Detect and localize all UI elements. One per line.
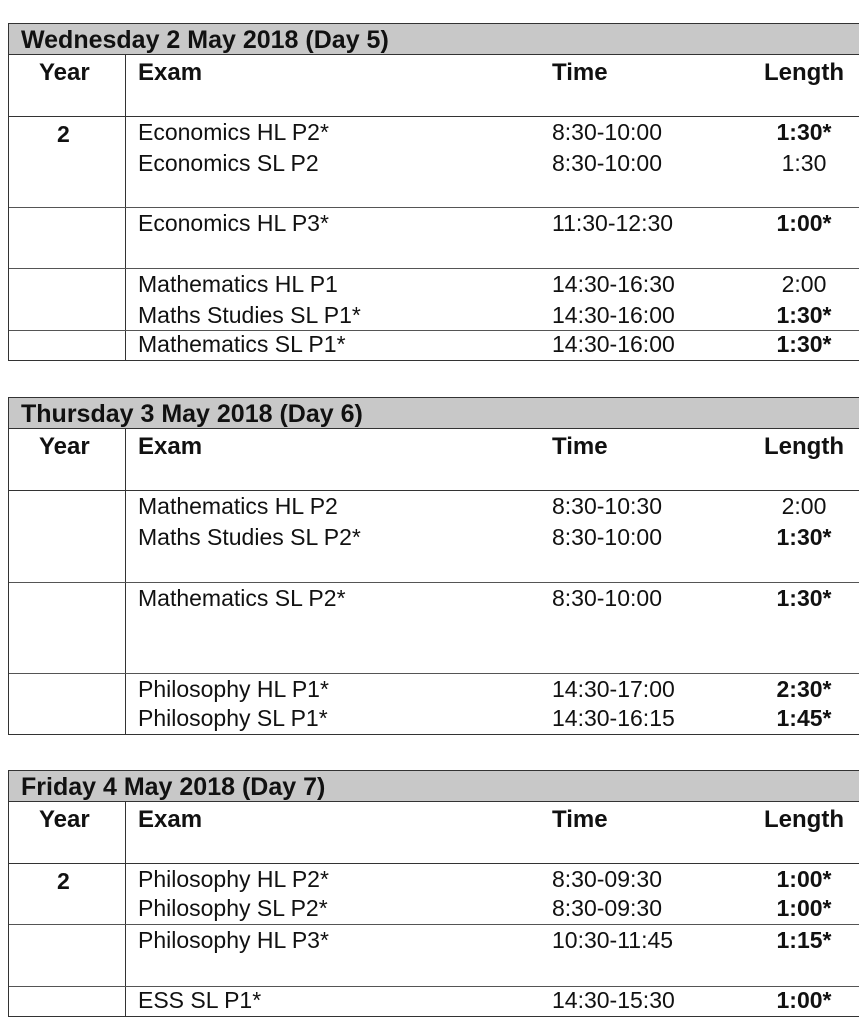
exam-group	[9, 582, 859, 673]
exam-length: 1:30*	[776, 119, 832, 145]
exam-name: Philosophy SL P2*	[138, 895, 328, 921]
table-row	[9, 705, 859, 734]
col-year-header: Year	[39, 433, 90, 460]
exam-group	[9, 207, 859, 268]
exam-time: 10:30-11:45	[552, 927, 674, 953]
day-section-thursday	[8, 397, 859, 735]
exam-length: 1:00*	[776, 866, 832, 892]
exam-name: Economics HL P3*	[138, 210, 329, 236]
exam-group	[9, 491, 859, 582]
day-header: Wednesday 2 May 2018 (Day 5)	[9, 23, 859, 55]
exam-name: Mathematics HL P2	[138, 493, 338, 519]
exam-length: 1:00*	[776, 210, 832, 236]
exam-length: 2:00	[781, 271, 827, 297]
exam-length: 2:30*	[776, 676, 832, 702]
exam-length: 2:00	[781, 493, 827, 519]
exam-name: Philosophy SL P1*	[138, 705, 328, 731]
table-row	[9, 117, 859, 148]
table-row	[9, 895, 859, 924]
exam-time: 8:30-10:00	[552, 524, 662, 550]
col-length-header: Length	[764, 59, 844, 86]
exam-group	[9, 924, 859, 986]
exam-name: Economics HL P2*	[138, 119, 329, 145]
exam-time: 8:30-10:30	[552, 493, 662, 519]
col-year-header: Year	[39, 806, 90, 833]
exam-length: 1:30*	[776, 302, 832, 328]
table-row	[9, 269, 859, 300]
exam-time: 14:30-17:00	[552, 676, 675, 702]
exam-time: 14:30-16:30	[552, 271, 675, 297]
exam-length: 1:00*	[776, 895, 832, 921]
table-row	[9, 491, 859, 522]
exam-time: 14:30-16:00	[552, 302, 675, 328]
col-exam-header: Exam	[138, 59, 203, 86]
table-row	[9, 522, 859, 553]
exam-name: Maths Studies SL P1*	[138, 302, 361, 328]
exam-groups	[9, 491, 859, 734]
col-exam-header: Exam	[138, 433, 203, 460]
exam-name: Mathematics SL P2*	[138, 585, 346, 611]
day-header: Friday 4 May 2018 (Day 7)	[9, 770, 859, 802]
exam-name: Mathematics SL P1*	[138, 331, 346, 357]
exam-group	[9, 330, 859, 360]
exam-name: Philosophy HL P2*	[138, 866, 329, 892]
day-header: Thursday 3 May 2018 (Day 6)	[9, 397, 859, 429]
year-value: 2	[57, 868, 70, 894]
exam-groups	[9, 117, 859, 360]
column-header-row	[9, 802, 859, 864]
exam-length: 1:30*	[776, 524, 832, 550]
exam-length: 1:00*	[776, 987, 832, 1013]
col-length-header: Length	[764, 433, 844, 460]
exam-name: Philosophy HL P1*	[138, 676, 329, 702]
exam-name: Philosophy HL P3*	[138, 927, 329, 953]
table-row	[9, 583, 859, 614]
exam-time: 14:30-16:15	[552, 705, 675, 731]
column-header-row	[9, 429, 859, 491]
col-time-header: Time	[552, 433, 608, 460]
exam-time: 8:30-09:30	[552, 895, 662, 921]
day-section-wednesday	[8, 23, 859, 361]
exam-groups	[9, 864, 859, 1016]
exam-name: ESS SL P1*	[138, 987, 262, 1013]
col-exam-header: Exam	[138, 806, 203, 833]
exam-name: Economics SL P2	[138, 150, 319, 176]
table-row	[9, 674, 859, 705]
exam-group	[9, 986, 859, 1016]
exam-length: 1:30	[781, 150, 827, 176]
column-header-row	[9, 55, 859, 117]
col-time-header: Time	[552, 806, 608, 833]
table-row	[9, 987, 859, 1016]
exam-time: 8:30-09:30	[552, 866, 662, 892]
exam-group	[9, 864, 859, 924]
exam-length: 1:30*	[776, 585, 832, 611]
exam-time: 8:30-10:00	[552, 585, 662, 611]
col-length-header: Length	[764, 806, 844, 833]
year-value: 2	[57, 121, 70, 147]
exam-name: Mathematics HL P1	[138, 271, 338, 297]
exam-time: 14:30-15:30	[552, 987, 675, 1013]
exam-length: 1:30*	[776, 331, 832, 357]
table-row	[9, 300, 859, 331]
exam-time: 11:30-12:30	[552, 210, 674, 236]
exam-time: 8:30-10:00	[552, 119, 662, 145]
day-section-friday	[8, 770, 859, 1017]
table-row	[9, 925, 859, 956]
exam-length: 1:45*	[776, 705, 832, 731]
table-row	[9, 148, 859, 179]
exam-group	[9, 673, 859, 734]
exam-length: 1:15*	[776, 927, 832, 953]
col-year-header: Year	[39, 59, 90, 86]
exam-group	[9, 268, 859, 330]
col-time-header: Time	[552, 59, 608, 86]
exam-time: 8:30-10:00	[552, 150, 662, 176]
table-row	[9, 331, 859, 360]
exam-time: 14:30-16:00	[552, 331, 675, 357]
exam-group	[9, 117, 859, 207]
exam-name: Maths Studies SL P2*	[138, 524, 361, 550]
table-row	[9, 208, 859, 239]
table-row	[9, 864, 859, 895]
